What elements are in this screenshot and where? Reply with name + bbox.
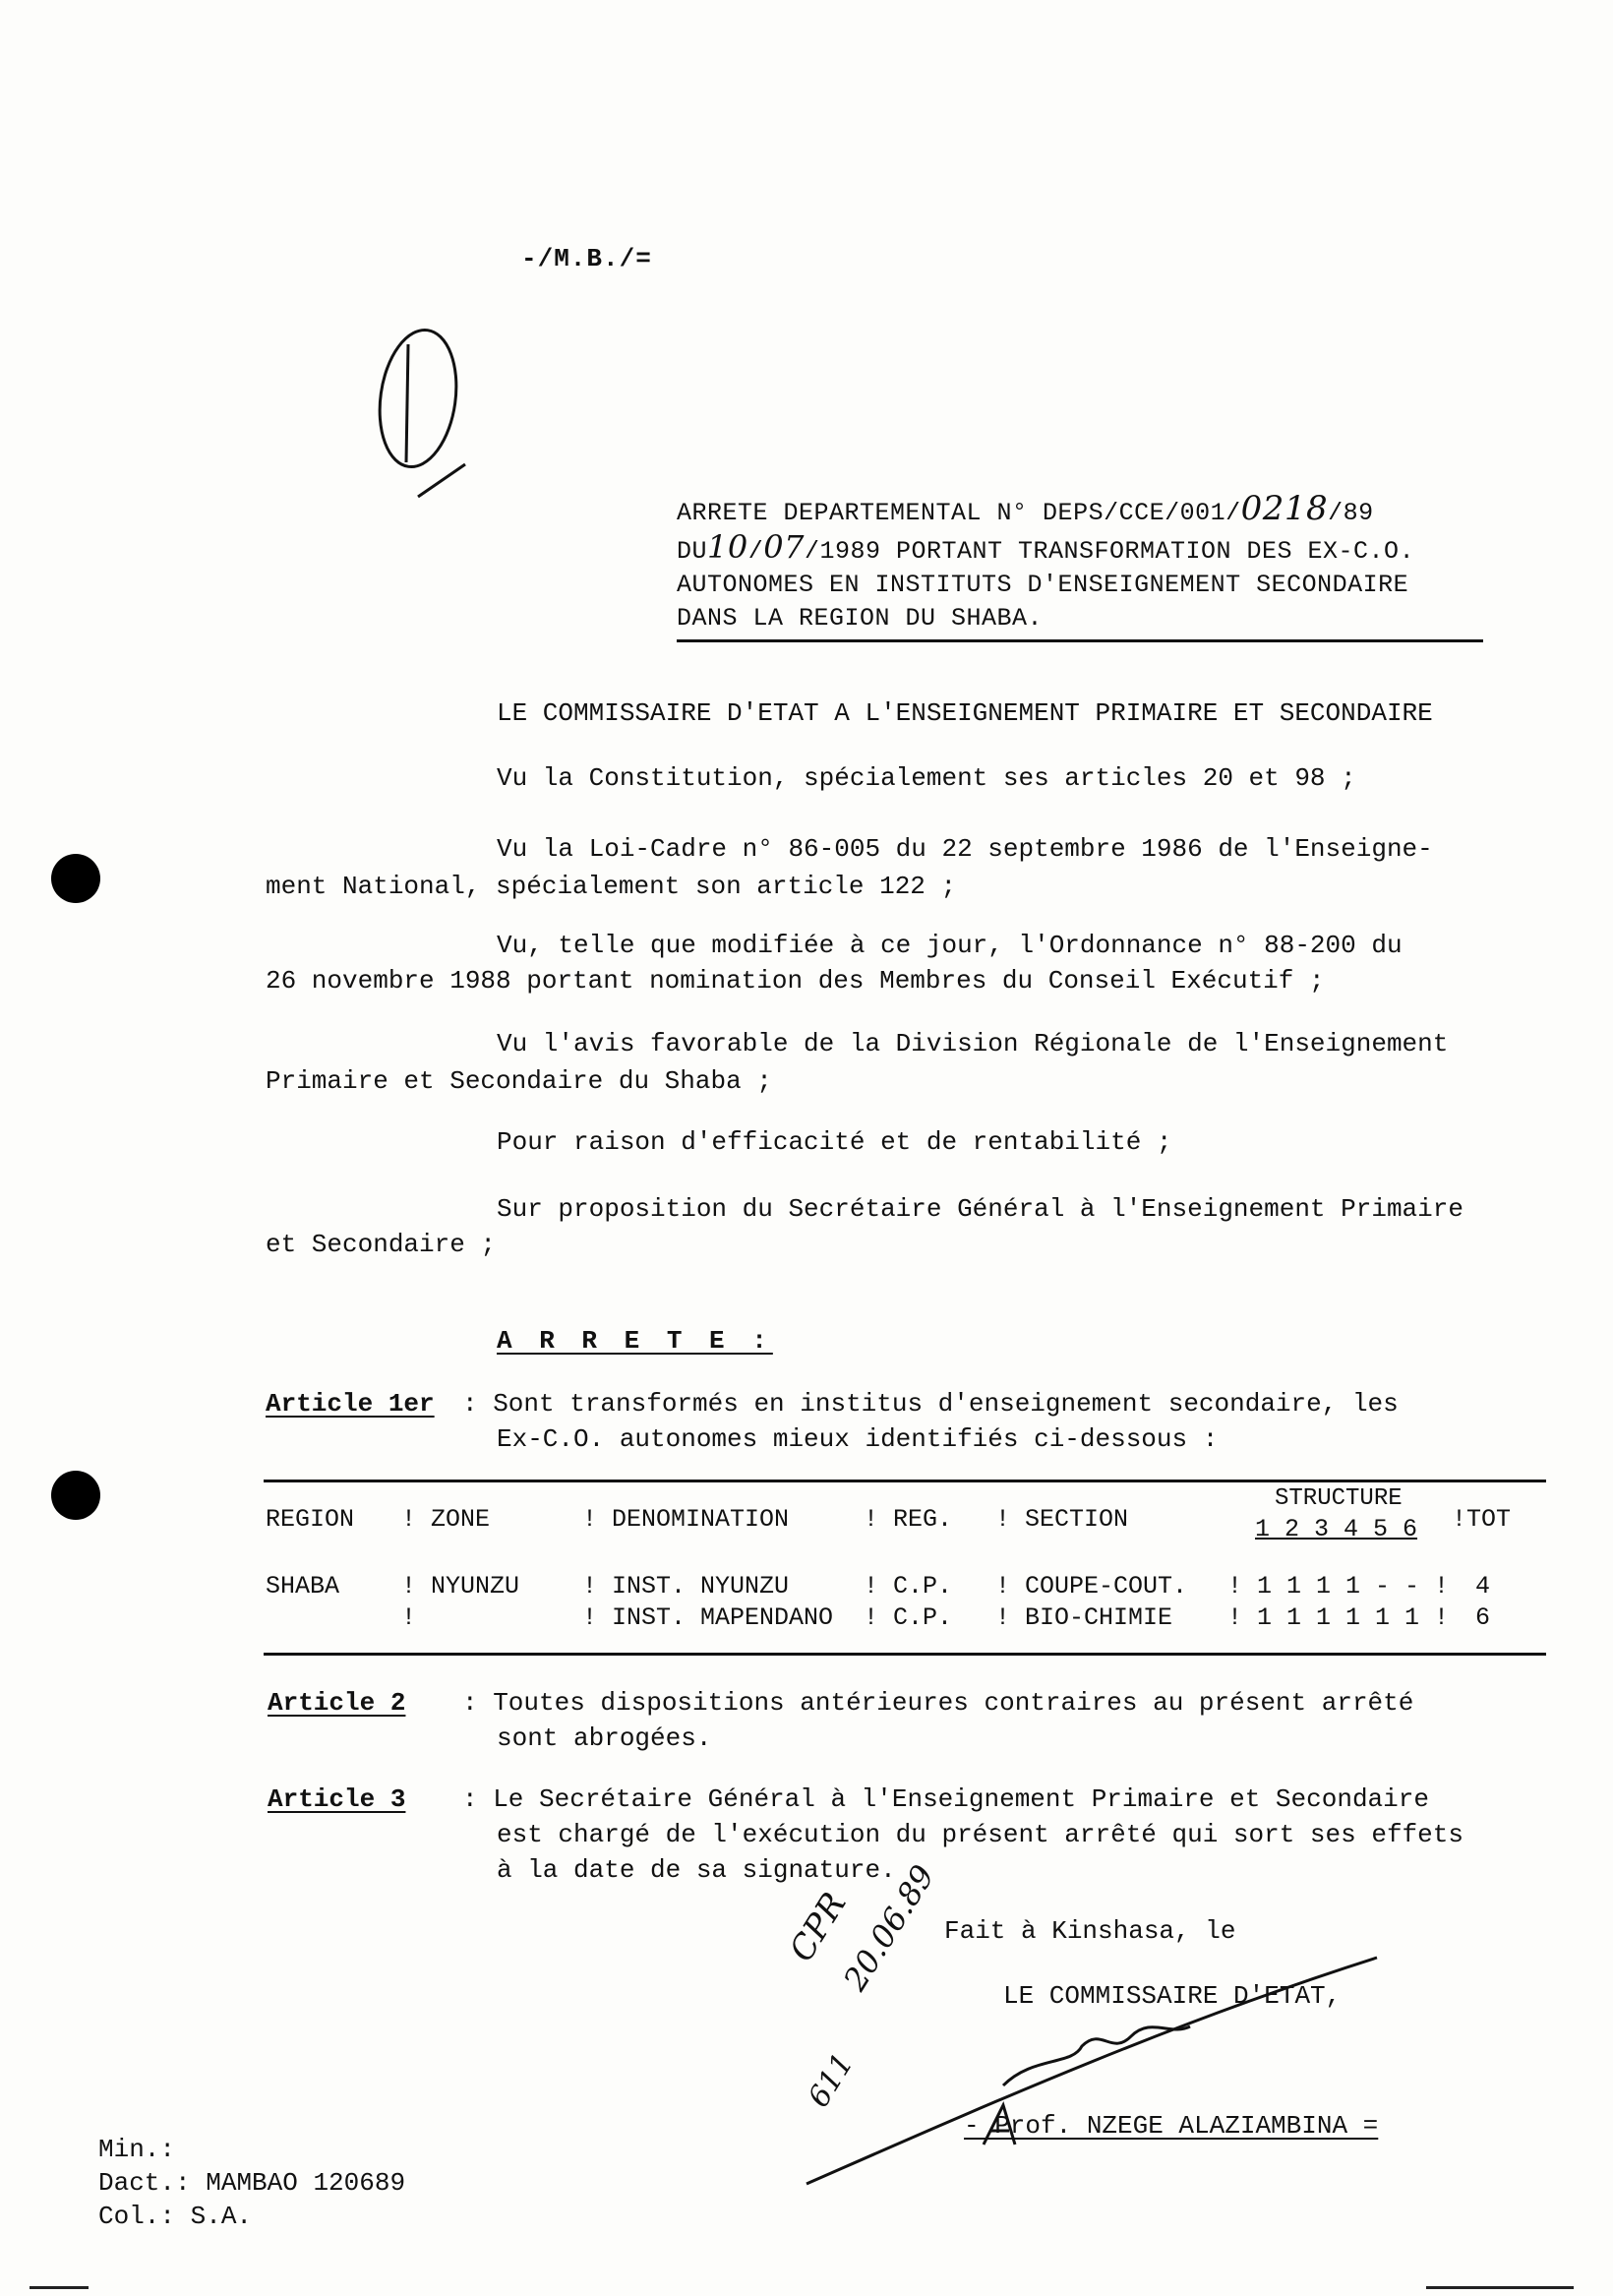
- article-3-text-a: : Le Secrétaire Général à l'Enseignement Primaire et Secondaire: [462, 1784, 1429, 1814]
- footer-dact: [98, 2168, 405, 2198]
- title-line-4: DANS LA REGION DU SHABA.: [677, 604, 1044, 633]
- title-line-1: ARRETE DEPARTEMENTAL N° DEPS/CCE/001/: [677, 499, 1241, 527]
- title-line-2: /1989 PORTANT TRANSFORMATION DES EX-C.O.: [804, 537, 1415, 566]
- footer-dact-value: MAMBAO 120689: [206, 2168, 406, 2198]
- col-header-section: ! SECTION: [995, 1505, 1129, 1534]
- preamble-avis-b: Primaire et Secondaire du Shaba ;: [266, 1066, 772, 1096]
- reference-mark: -/M.B./=: [521, 244, 652, 273]
- scan-edge-left: [30, 2286, 89, 2289]
- decree-word: A R R E T E :: [497, 1326, 773, 1356]
- preamble-ordonnance-b: 26 novembre 1988 portant nomination des Membres du Conseil Exécutif ;: [266, 966, 1325, 996]
- cell-reg: ! C.P.: [864, 1603, 953, 1632]
- cell-tot: 4: [1475, 1572, 1491, 1601]
- cell-zone: !: [401, 1603, 417, 1632]
- decree-title: ARRETE DEPARTEMENTAL N° DEPS/CCE/001/0218/89 DU10/07/1989 PORTANT TRANSFORMATION DES EX-C.O. AUTONOMES EN INSTITUTS D'ENSEIGNEMENT SECONDAIRE DANS LA REGION DU SHABA.: [677, 492, 1414, 635]
- scan-edge-right: [1426, 2286, 1574, 2289]
- preamble-ordonnance-a: Vu, telle que modifiée à ce jour, l'Ordonnance n° 88-200 du: [497, 931, 1403, 960]
- signature-place: Fait à Kinshasa, le: [944, 1916, 1236, 1946]
- cell-zone: ! NYUNZU: [401, 1572, 520, 1601]
- col-header-region: REGION: [266, 1505, 355, 1534]
- article-2-text-a: : Toutes dispositions antérieures contraires au présent arrêté: [462, 1688, 1414, 1718]
- handwritten-zero-annotation: [349, 315, 487, 511]
- preamble-avis-a: Vu l'avis favorable de la Division Régionale de l'Enseignement: [497, 1029, 1449, 1058]
- table-top-rule: [264, 1480, 1546, 1482]
- article-2-label-text: Article 2: [268, 1688, 406, 1718]
- cell-structure: ! 1 1 1 1 - - !: [1227, 1572, 1450, 1601]
- handwritten-day: 10: [707, 528, 748, 566]
- cell-section: ! COUPE-COUT.: [995, 1572, 1188, 1601]
- preamble-loi-cadre-b: ment National, spécialement son article 122 ;: [266, 872, 957, 901]
- col-header-tot: !TOT: [1452, 1505, 1512, 1534]
- article-2-label: [268, 1688, 405, 1718]
- cell-section: ! BIO-CHIMIE: [995, 1603, 1173, 1632]
- cell-region: SHABA: [266, 1572, 340, 1601]
- cell-reg: ! C.P.: [864, 1572, 953, 1601]
- punch-hole-top: [51, 854, 100, 903]
- article-3-label: [268, 1784, 405, 1814]
- footer-col-label: Col.:: [98, 2202, 176, 2231]
- preamble-proposition-b: et Secondaire ;: [266, 1230, 497, 1259]
- footer-dact-label: Dact.:: [98, 2168, 191, 2198]
- stamp-line-2: 20.06.89: [836, 1858, 942, 1998]
- title-year-suffix: /89: [1328, 499, 1374, 527]
- col-header-structure: STRUCTURE: [1275, 1485, 1403, 1512]
- authority-heading: LE COMMISSAIRE D'ETAT A L'ENSEIGNEMENT PRIMAIRE ET SECONDAIRE: [497, 698, 1433, 728]
- article-1-label: [266, 1389, 435, 1419]
- table-bottom-rule: [264, 1653, 1546, 1656]
- preamble-loi-cadre-a: Vu la Loi-Cadre n° 86-005 du 22 septembre 1986 de l'Enseigne-: [497, 834, 1433, 864]
- preamble-proposition-a: Sur proposition du Secrétaire Général à l'Enseignement Primaire: [497, 1194, 1464, 1224]
- col-header-reg: ! REG.: [864, 1505, 953, 1534]
- col-header-structure-years: 1 2 3 4 5 6: [1255, 1515, 1418, 1543]
- article-1-label-text: Article 1er: [266, 1389, 435, 1419]
- cell-tot: 6: [1475, 1603, 1491, 1632]
- footer-col: [98, 2202, 252, 2231]
- article-1-text-a: : Sont transformés en institus d'enseignement secondaire, les: [462, 1389, 1399, 1419]
- col-header-zone: ! ZONE: [401, 1505, 491, 1534]
- article-3-text-b: est chargé de l'exécution du présent arrêté qui sort ses effets: [497, 1820, 1464, 1849]
- title-underline: [677, 639, 1483, 642]
- title-line-3: AUTONOMES EN INSTITUTS D'ENSEIGNEMENT SECONDAIRE: [677, 571, 1409, 599]
- title-date-prefix: DU: [677, 537, 708, 566]
- signatory-name: - Prof. NZEGE ALAZIAMBINA =: [964, 2111, 1379, 2141]
- article-1-text-b: Ex-C.O. autonomes mieux identifiés ci-dessous :: [497, 1424, 1219, 1454]
- col-header-denomination: ! DENOMINATION: [582, 1505, 790, 1534]
- signature-title: LE COMMISSAIRE D'ETAT,: [1003, 1981, 1342, 2011]
- preamble-constitution: Vu la Constitution, spécialement ses articles 20 et 98 ;: [497, 763, 1356, 793]
- decree-heading: [497, 1326, 773, 1356]
- handwritten-month: 07: [763, 528, 805, 566]
- cell-denomination: ! INST. NYUNZU: [582, 1572, 790, 1601]
- cell-denomination: ! INST. MAPENDANO: [582, 1603, 834, 1632]
- footer-min: Min.:: [98, 2135, 176, 2164]
- cell-structure: ! 1 1 1 1 1 1 !: [1227, 1603, 1450, 1632]
- stamp-line-1: CPR: [782, 1885, 855, 1969]
- preamble-efficacite: Pour raison d'efficacité et de rentabilité ;: [497, 1127, 1172, 1157]
- footer-col-value: S.A.: [190, 2202, 253, 2231]
- punch-hole-bottom: [51, 1471, 100, 1520]
- article-3-label-text: Article 3: [268, 1784, 406, 1814]
- handwritten-decree-number: 0218: [1240, 489, 1329, 528]
- article-3-text-c: à la date de sa signature.: [497, 1855, 896, 1885]
- stamp-line-3: 611: [802, 2047, 862, 2114]
- article-2-text-b: sont abrogées.: [497, 1723, 712, 1753]
